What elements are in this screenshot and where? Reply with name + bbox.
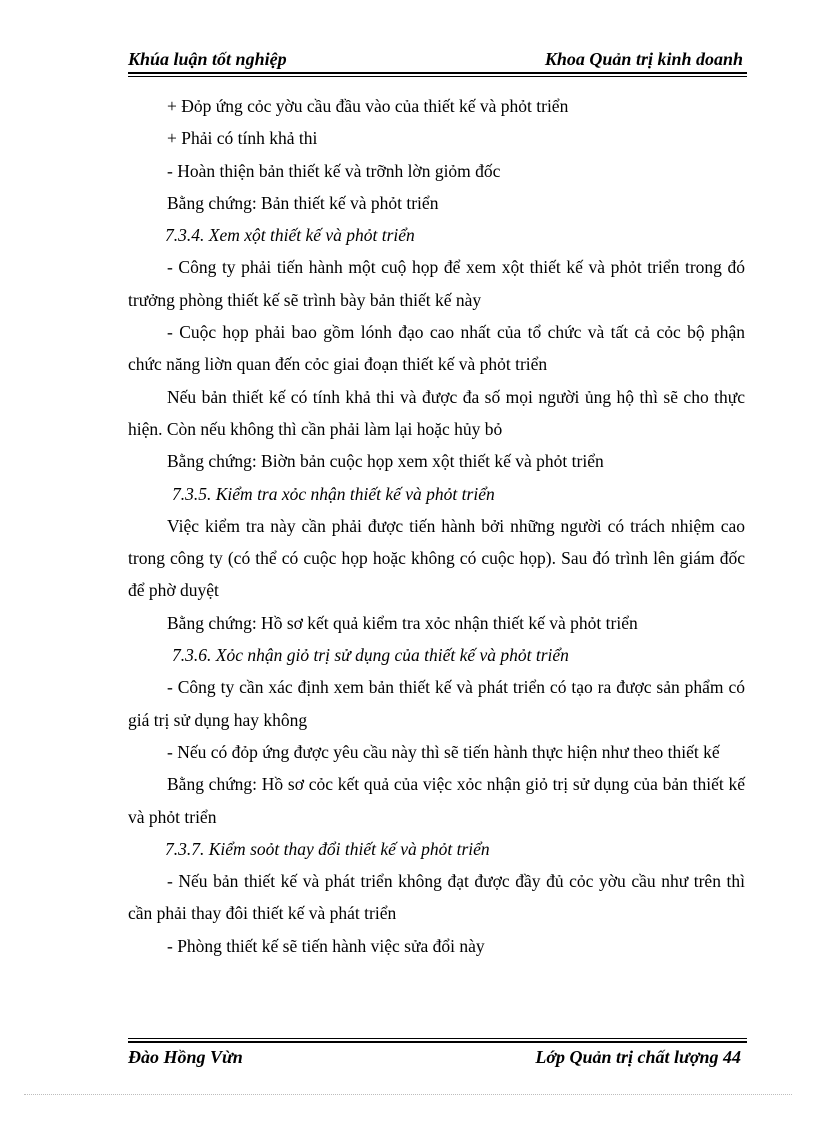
page-edge-divider: [24, 1094, 792, 1095]
footer-author-name: Đào Hồng Vừn: [128, 1047, 243, 1067]
paragraph: Nếu bản thiết kế có tính khả thi và được đa số mọi người ủng hộ thì sẽ cho thực hiện. Còn nếu không thì cần phải làm lại hoặc hủy bỏ: [128, 386, 745, 439]
paragraph: - Nếu bản thiết kế và phát triển không đạt được đầy đủ cỏc yờu cầu như trên thì cần phải thay đôi thiết kế và phát triển: [128, 871, 745, 924]
page-footer: [128, 1041, 747, 1071]
footer-class-name: Lớp Quản trị chất lượng 44: [535, 1047, 741, 1067]
section-heading-7-3-5: 7.3.5. Kiểm tra xỏc nhận thiết kế và phỏt triển: [172, 483, 495, 504]
paragraph: - Phòng thiết kế sẽ tiến hành việc sửa đổi này: [167, 935, 485, 956]
page-body: [128, 90, 745, 962]
paragraph: + Phải có tính khả thi: [167, 128, 318, 149]
header-faculty-name: Khoa Quản trị kinh doanh: [544, 49, 743, 69]
header-thesis-title: Khúa luận tốt nghiệp: [128, 49, 287, 69]
paragraph: - Cuộc họp phải bao gồm lónh đạo cao nhất của tổ chức và tất cả cỏc bộ phận chức năng liờn quan đến cỏc giai đoạn thiết kế và phỏt triển: [128, 322, 745, 375]
paragraph: - Công ty phải tiến hành một cuộ họp để xem xột thiết kế và phỏt triển trong đó trưởng phòng thiết kế sẽ trình bày bản thiết kế này: [128, 257, 745, 310]
page-header: [128, 46, 747, 74]
paragraph: - Nếu có đỏp ứng được yêu cầu này thì sẽ tiến hành thực hiện như theo thiết kế: [167, 741, 720, 762]
paragraph: Bằng chứng: Biờn bản cuộc họp xem xột thiết kế và phỏt triển: [167, 451, 604, 472]
paragraph: Việc kiểm tra này cần phải được tiến hành bởi những người có trách nhiệm cao trong công ty (có thể có cuộc họp hoặc không có cuộc họp). Sau đó trình lên giám đốc để phờ duyệt: [128, 515, 745, 601]
section-heading-7-3-4: 7.3.4. Xem xột thiết kế và phỏt triển: [165, 225, 415, 246]
paragraph: Bằng chứng: Hồ sơ kết quả kiểm tra xỏc nhận thiết kế và phỏt triển: [167, 612, 638, 633]
paragraph: + Đỏp ứng cỏc yờu cầu đầu vào của thiết kế và phỏt triển: [167, 96, 569, 116]
section-heading-7-3-7: 7.3.7. Kiểm soỏt thay đổi thiết kế và phỏt triển: [165, 838, 490, 859]
paragraph: Bằng chứng: Hồ sơ cỏc kết quả của việc xỏc nhận giỏ trị sử dụng của bản thiết kế và phỏt triển: [128, 774, 745, 827]
section-heading-7-3-6: 7.3.6. Xỏc nhận giỏ trị sử dụng của thiết kế và phỏt triển: [172, 645, 569, 666]
paragraph: - Công ty cần xác định xem bản thiết kế và phát triển có tạo ra được sản phẩm có giá trị sử dụng hay không: [128, 677, 745, 730]
paragraph: Bằng chứng: Bản thiết kế và phỏt triển: [167, 192, 439, 213]
paragraph: - Hoàn thiện bản thiết kế và trỡnh lờn giỏm đốc: [167, 160, 501, 181]
